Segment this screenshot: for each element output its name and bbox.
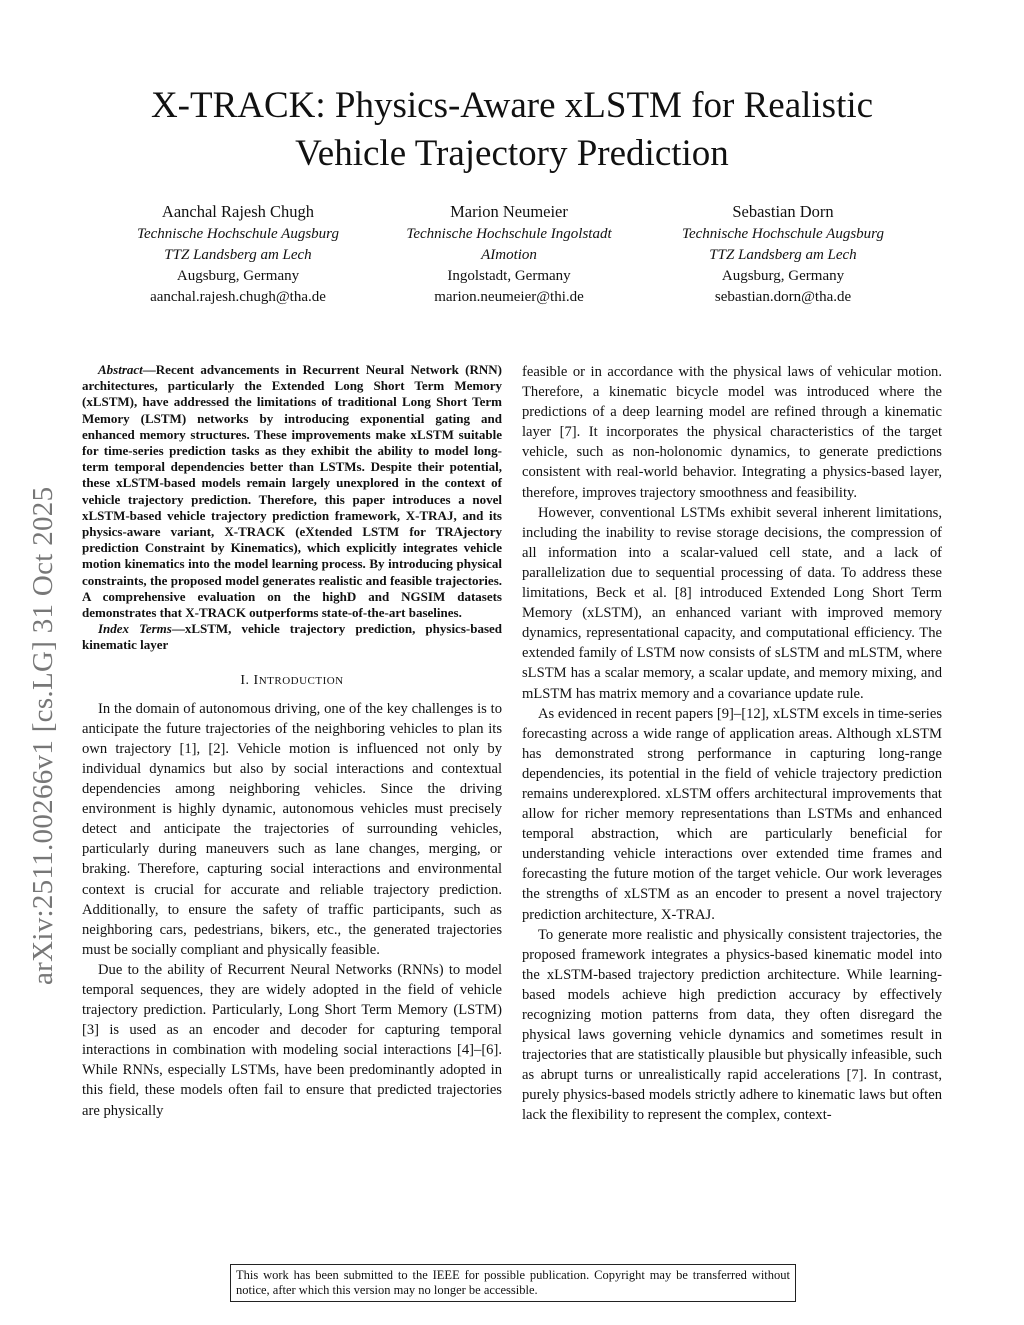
author-affiliation-unit: AImotion [481,247,537,263]
index-terms [82,621,502,653]
section-title-initial: I [253,672,259,688]
abstract-label: Abstract [98,362,143,377]
title-line-2: Vehicle Trajectory Prediction [295,133,729,174]
paragraph: However, conventional LSTMs exhibit several inherent limitations, including the inability to revise storage decisions, the compression of all information into a scalar-valued cell state, and a lack of parallelization due to sequential processing of data. To address these limitations, Beck et al. [8] introduced Extended Long Short Term Memory (xLSTM), an enhanced variant with improved memory dynamics, representational capacity, and computational efficiency. The extended family of LSTM now consists of sLSTM and mLSTM, where sLSTM has a scalar memory, a scalar update, and memory mixing, and mLSTM has matrix memory and a covariance update rule. [522,504,942,702]
author-email: aanchal.rajesh.chugh@tha.de [150,289,326,305]
abstract-text: —Recent advancements in Recurrent Neural Network (RNN) architectures, particularly the Extended Long Short Term Memory (xLSTM), have addressed the limitations of traditional Long Short Term Memory (LSTM) networks by introducing exponential gating and enhanced memory structures. These improvements make xLSTM suitable for time-series prediction tasks as they exhibit the ability to model long-term temporal dependencies better than LSTMs. Despite their potential, these xLSTM-based models remain largely unexplored in the context of vehicle trajectory prediction. Therefore, this paper introduces a novel xLSTM-based vehicle trajectory prediction framework, X-TRAJ, and its physics-aware variant, X-TRACK (eXtended LSTM for TRAjectory prediction Constraint by Kinematics), which explicitly integrates vehicle motion kinematics into the model learning process. By introducing physical constraints, the proposed model generates realistic and feasible trajectories. A comprehensive evaluation on the highD and NGSIM datasets demonstrates that X-TRACK outperforms state-of-the-art baselines. [82,362,502,621]
author-location: Augsburg, Germany [721,268,845,284]
author-location: Ingolstadt, Germany [447,268,571,284]
section-heading-introduction [82,672,502,690]
author-affiliation-unit: TTZ Landsberg am Lech [164,247,312,263]
paper-title [60,82,964,178]
title-line-1: X-TRACK: Physics-Aware xLSTM for Realistic [150,85,874,126]
author-email: sebastian.dorn@tha.de [714,289,852,305]
author-2 [359,200,659,308]
paragraph: Due to the ability of Recurrent Neural Networks (RNNs) to model temporal sequences, they are widely adopted in the field of vehicle trajectory prediction. Particularly, Long Short Term Memory (LSTM) [3] is used as an encoder and decoder for capturing temporal interactions in combination with modeling social interactions [4]–[6]. While RNNs, especially LSTMs, have been predominantly adopted in this field, these models often fail to ensure that predicted trajectories are physically [82,961,502,1119]
author-affiliation: Technische Hochschule Ingolstadt [406,226,612,242]
left-column [82,362,502,1121]
index-terms-label: Index Terms [98,621,172,637]
author-name: Aanchal Rajesh Chugh [161,202,315,221]
author-3 [633,200,933,308]
author-name: Marion Neumeier [450,202,568,221]
author-location: Augsburg, Germany [176,268,300,284]
author-affiliation: Technische Hochschule Augsburg [137,226,339,242]
section-number: I. [240,672,254,688]
section-title-rest: NTRODUCTION [258,674,344,687]
arxiv-identifier: arXiv:2511.00266v1 [cs.LG] 31 Oct 2025 [27,486,59,985]
copyright-notice: This work has been submitted to the IEEE for possible publication. Copyright may be transferred without notice, after which this version may no longer be accessible. [230,1264,796,1302]
paragraph: In the domain of autonomous driving, one of the key challenges is to anticipate the future trajectories of the neighboring vehicles to plan its own trajectory [1], [2]. Vehicle motion is influenced not only by individual dynamics but also by social interactions and contextual dependencies among neighboring vehicles. Since the driving environment is highly dynamic, autonomous vehicles must precisely detect and anticipate the trajectories of surrounding vehicles, particularly during maneuvers such as lane changes, merging, or braking. Therefore, capturing social interactions and environmental context is crucial for accurate and reliable trajectory prediction. Additionally, to ensure the safety of traffic participants, such as neighboring cars, pedestrians, bikers, etc., the generated trajectories must be socially compliant and physically feasible. [82,700,502,958]
author-affiliation-unit: TTZ Landsberg am Lech [709,247,857,263]
paragraph-continued: feasible or in accordance with the physical laws of vehicular motion. Therefore, a kinematic bicycle model was introduced where the predictions of a deep learning model are refined through a kinematic layer [7]. It incorporates the physical characteristics of the target vehicle, such as non-holonomic dynamics, to generate predictions consistent with real-world behavior. Integrating a physics-based layer, therefore, improves trajectory smoothness and feasibility. [522,364,942,501]
author-1 [88,200,388,308]
paragraph: As evidenced in recent papers [9]–[12], xLSTM excels in time-series forecasting across a wide range of application areas. Although xLSTM has demonstrated strong performance in capturing long-range dependencies, its potential in the field of vehicle trajectory prediction remains underexplored. xLSTM offers architectural improvements that allow for richer memory representations than LSTMs and enhanced temporal abstraction, which are particularly beneficial for understanding vehicle interactions over extended time frames and forecasting the future motion of the target vehicle. Our work leverages the strengths of xLSTM as an encoder to present a novel trajectory prediction architecture, X-TRAJ. [522,705,942,923]
right-column [522,362,942,1126]
index-terms-text: —xLSTM, vehicle trajectory prediction, physics-based kinematic layer [82,621,503,653]
author-email: marion.neumeier@thi.de [434,289,584,305]
paragraph: To generate more realistic and physically consistent trajectories, the proposed framework integrates a physics-based kinematic model into the xLSTM-based trajectory prediction architecture. While learning-based models achieve high prediction accuracy by effectively recognizing motion patterns from data, they often disregard the physical laws governing vehicle dynamics and sometimes result in trajectories that are statistically plausible but physically infeasible, such as abrupt turns or unrealistically rapid accelerations [7]. In contrast, purely physics-based models strictly adhere to kinematic laws but often lack the flexibility to represent the complex, context- [522,926,942,1124]
author-affiliation: Technische Hochschule Augsburg [682,226,884,242]
author-name: Sebastian Dorn [732,202,834,221]
abstract [82,362,502,621]
